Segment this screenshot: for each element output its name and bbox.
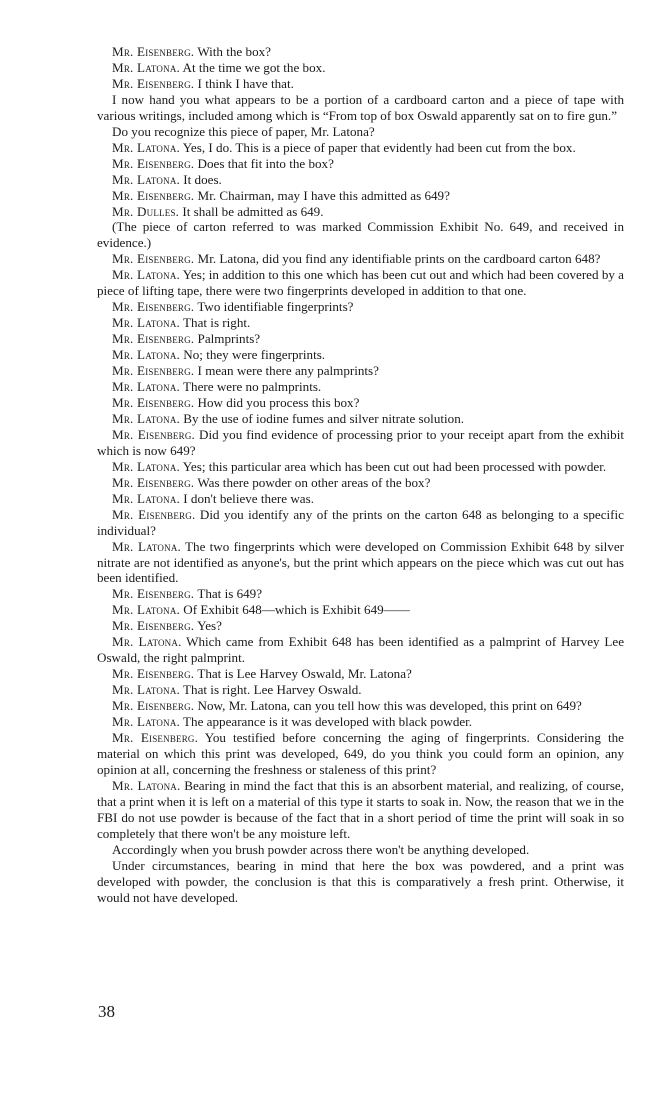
speaker-name: Mr. Latona.: [112, 714, 180, 730]
transcript-page: [97, 44, 624, 905]
transcript-paragraph: [97, 459, 624, 475]
paragraph-text: There were no palmprints.: [180, 379, 322, 395]
speaker-name: Mr. Latona.: [112, 59, 180, 75]
transcript-paragraph: [97, 299, 624, 315]
transcript-paragraph: [97, 267, 624, 299]
transcript-paragraph: [97, 602, 624, 618]
speaker-name: Mr. Eisenberg.: [112, 363, 195, 379]
paragraph-text: Do you recognize this piece of paper, Mr. Latona?: [112, 123, 375, 139]
speaker-name: Mr. Eisenberg.: [112, 618, 195, 634]
paragraph-text: That is right.: [180, 315, 251, 331]
paragraph-text: Did you find evidence of processing prior to your receipt apart from the exhibit which is now 649?: [97, 426, 624, 458]
transcript-paragraph: [97, 427, 624, 459]
transcript-paragraph: [97, 778, 624, 842]
speaker-name: Mr. Eisenberg.: [112, 729, 199, 745]
transcript-paragraph: [97, 395, 624, 411]
paragraph-text: It does.: [180, 171, 222, 187]
paragraph-text: Mr. Latona, did you find any identifiable prints on the cardboard carton 648?: [194, 251, 601, 267]
speaker-name: Mr. Eisenberg.: [112, 75, 195, 91]
paragraph-text: The two fingerprints which were developed on Commission Exhibit 648 by silver nitrate are not identified as anyone's, but the print which appears on the piece which was cut out has been identified.: [97, 538, 625, 586]
speaker-name: Mr. Eisenberg.: [112, 506, 196, 522]
transcript-paragraph: [97, 682, 624, 698]
paragraph-text: Yes; this particular area which has been cut out had been processed with powder.: [180, 458, 607, 474]
transcript-paragraph: [97, 44, 624, 60]
speaker-name: Mr. Latona.: [112, 538, 181, 554]
paragraph-text: Yes, I do. This is a piece of paper that evidently had been cut from the box.: [180, 139, 576, 155]
transcript-paragraph: [97, 842, 624, 858]
speaker-name: Mr. Eisenberg.: [112, 666, 195, 682]
transcript-paragraph: [97, 507, 624, 539]
speaker-name: Mr. Eisenberg.: [112, 299, 195, 315]
transcript-paragraph: [97, 76, 624, 92]
transcript-paragraph: [97, 363, 624, 379]
transcript-paragraph: [97, 219, 624, 251]
speaker-name: Mr. Latona.: [112, 139, 180, 155]
paragraph-text: Bearing in mind the fact that this is an absorbent material, and realizing, of course, that a print when it is left on a material of this type it starts to soak in. Now, the reason that we in the FBI do not use powder is because of the fact that in a short period of time the print will soak in so completely that there won't be any moisture left.: [97, 777, 624, 841]
speaker-name: Mr. Latona.: [112, 267, 180, 283]
paragraph-text: Under circumstances, bearing in mind that here the box was powdered, and a print was developed with powder, the conclusion is that this is comparatively a fresh print. Otherwise, it would not have developed.: [97, 857, 624, 905]
transcript-paragraph: [97, 634, 624, 666]
speaker-name: Mr. Eisenberg.: [112, 426, 195, 442]
paragraph-text: Of Exhibit 648—which is Exhibit 649——: [180, 602, 410, 618]
speaker-name: Mr. Latona.: [112, 171, 180, 187]
transcript-paragraph: [97, 618, 624, 634]
paragraph-text: Now, Mr. Latona, can you tell how this was developed, this print on 649?: [194, 698, 582, 714]
transcript-paragraph: [97, 411, 624, 427]
transcript-paragraph: [97, 124, 624, 140]
paragraph-text: Palmprints?: [194, 331, 261, 347]
speaker-name: Mr. Latona.: [112, 682, 180, 698]
transcript-paragraph: [97, 315, 624, 331]
speaker-name: Mr. Eisenberg.: [112, 394, 195, 410]
speaker-name: Mr. Eisenberg.: [112, 251, 195, 267]
speaker-name: Mr. Latona.: [112, 458, 180, 474]
speaker-name: Mr. Latona.: [112, 634, 182, 650]
speaker-name: Mr. Eisenberg.: [112, 155, 195, 171]
paragraph-text: No; they were fingerprints.: [180, 347, 326, 363]
speaker-name: Mr. Latona.: [112, 379, 180, 395]
transcript-paragraph: [97, 858, 624, 906]
transcript-paragraph: [97, 156, 624, 172]
paragraph-text: Yes; in addition to this one which has been cut out and which had been covered by a piece of lifting tape, there were two fingerprints developed in addition to that one.: [97, 267, 624, 299]
speaker-name: Mr. Latona.: [112, 602, 180, 618]
paragraph-text: How did you process this box?: [194, 394, 360, 410]
transcript-paragraph: [97, 251, 624, 267]
paragraph-text: Does that fit into the box?: [194, 155, 334, 171]
paragraph-text: That is 649?: [194, 586, 263, 602]
transcript-paragraph: [97, 730, 624, 778]
speaker-name: Mr. Eisenberg.: [112, 698, 195, 714]
paragraph-text: Yes?: [194, 618, 222, 634]
transcript-paragraph: [97, 172, 624, 188]
speaker-name: Mr. Eisenberg.: [112, 331, 195, 347]
transcript-paragraph: [97, 698, 624, 714]
speaker-name: Mr. Eisenberg.: [112, 586, 195, 602]
transcript-paragraph: [97, 714, 624, 730]
paragraph-text: I think I have that.: [194, 75, 294, 91]
transcript-paragraph: [97, 140, 624, 156]
transcript-paragraph: [97, 586, 624, 602]
paragraph-text: Accordingly when you brush powder across there won't be anything developed.: [112, 841, 530, 857]
paragraph-text: Which came from Exhibit 648 has been identified as a palmprint of Harvey Lee Oswald, the right palmprint.: [97, 634, 624, 666]
paragraph-text: The appearance is it was developed with black powder.: [180, 714, 473, 730]
paragraph-text: Was there powder on other areas of the box?: [194, 474, 431, 490]
paragraph-text: Did you identify any of the prints on the carton 648 as belonging to a specific individual?: [97, 506, 624, 538]
transcript-paragraph: [97, 475, 624, 491]
transcript-paragraph: [97, 331, 624, 347]
speaker-name: Mr. Eisenberg.: [112, 44, 195, 59]
paragraph-text: (The piece of carton referred to was marked Commission Exhibit No. 649, and received in evidence.): [97, 219, 624, 251]
transcript-paragraph: [97, 539, 624, 587]
paragraph-text: By the use of iodine fumes and silver nitrate solution.: [180, 410, 465, 426]
paragraph-text: That is right. Lee Harvey Oswald.: [180, 682, 362, 698]
paragraph-text: At the time we got the box.: [180, 59, 326, 75]
page-number: 38: [98, 1002, 115, 1021]
transcript-paragraph: [97, 60, 624, 76]
paragraph-text: I now hand you what appears to be a portion of a cardboard carton and a piece of tape with various writings, included among which is “From top of box Oswald apparently sat on to fire gun.”: [97, 91, 624, 123]
speaker-name: Mr. Eisenberg.: [112, 474, 195, 490]
speaker-name: Mr. Latona.: [112, 410, 180, 426]
transcript-paragraph: [97, 188, 624, 204]
paragraph-text: With the box?: [194, 44, 271, 59]
paragraph-text: You testified before concerning the aging of fingerprints. Considering the material on which this print was developed, 649, do you think you could form an opinion, any opinion at all, concerning the freshness or staleness of this print?: [97, 729, 624, 777]
paragraph-text: That is Lee Harvey Oswald, Mr. Latona?: [194, 666, 412, 682]
speaker-name: Mr. Latona.: [112, 490, 180, 506]
paragraph-text: I mean were there any palmprints?: [194, 363, 379, 379]
speaker-name: Mr. Latona.: [112, 777, 181, 793]
transcript-paragraph: [97, 666, 624, 682]
transcript-paragraph: [97, 347, 624, 363]
transcript-paragraph: [97, 92, 624, 124]
speaker-name: Mr. Latona.: [112, 347, 180, 363]
speaker-name: Mr. Eisenberg.: [112, 187, 195, 203]
speaker-name: Mr. Latona.: [112, 315, 180, 331]
transcript-paragraph: [97, 491, 624, 507]
paragraph-text: Mr. Chairman, may I have this admitted as 649?: [194, 187, 450, 203]
paragraph-text: It shall be admitted as 649.: [179, 203, 324, 219]
transcript-paragraph: [97, 204, 624, 220]
transcript-paragraph: [97, 379, 624, 395]
speaker-name: Mr. Dulles.: [112, 203, 180, 219]
paragraph-text: Two identifiable fingerprints?: [194, 299, 354, 315]
paragraph-text: I don't believe there was.: [180, 490, 314, 506]
